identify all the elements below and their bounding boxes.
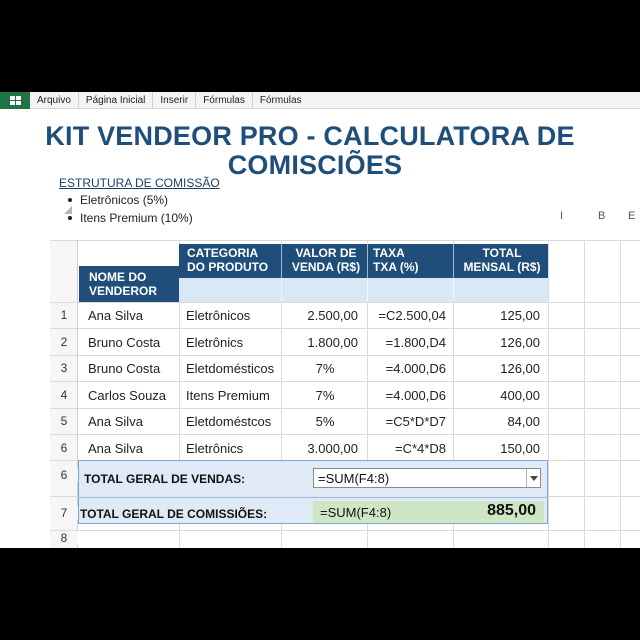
bullet-icon xyxy=(68,216,72,220)
column-header-e[interactable]: E xyxy=(628,210,636,222)
cell-category[interactable]: Eletrônics xyxy=(186,335,244,350)
total-commission-formula: =SUM(F4:8) xyxy=(320,505,392,520)
cell-name[interactable]: Bruno Costa xyxy=(88,361,161,376)
ribbon-tabs xyxy=(0,92,640,109)
cell-category[interactable]: Eletdomésticos xyxy=(186,361,275,376)
tab-inserir[interactable]: Inserir xyxy=(153,92,196,109)
total-sales-formula[interactable]: =SUM(F4:8) xyxy=(318,471,390,486)
cell-rate[interactable]: =1.800,D4 xyxy=(385,335,446,350)
cell-name[interactable]: Ana Silva xyxy=(88,441,143,456)
cell-rate[interactable]: =C2.500,04 xyxy=(378,308,446,323)
header-total: TOTAL MENSAL (R$) xyxy=(463,246,541,274)
sheet-title xyxy=(0,122,620,180)
structure-item-label: Itens Premium (10%) xyxy=(80,211,193,225)
sheet-title-line-1: KIT VENDEOR PRO - CALCULATORA DE xyxy=(45,121,575,151)
cell-total[interactable]: 150,00 xyxy=(500,441,540,456)
cell-name[interactable]: Carlos Souza xyxy=(88,388,167,403)
excel-grid-icon[interactable] xyxy=(0,92,30,109)
structure-item-label: Eletrônicos (5%) xyxy=(80,193,169,207)
row-number[interactable]: 5 xyxy=(60,414,68,428)
cell-total[interactable]: 126,00 xyxy=(500,361,540,376)
total-commission-value: 885,00 xyxy=(487,502,536,519)
cell-rate[interactable]: =C5*D*D7 xyxy=(385,414,446,429)
total-commission-label: TOTAL GERAL DE COMISSIÕES: xyxy=(80,507,268,521)
header-subrow xyxy=(179,278,548,302)
cell-rate[interactable]: =4.000,D6 xyxy=(385,361,446,376)
cell-category[interactable]: Itens Premium xyxy=(186,388,270,403)
cell-value[interactable]: 2.500,00 xyxy=(307,308,358,323)
row-number-6[interactable]: 6 xyxy=(50,468,78,482)
sheet-title-line-2: COMISCIÕES xyxy=(227,150,403,180)
row-number[interactable]: 6 xyxy=(60,441,68,455)
cell-value[interactable]: 5% xyxy=(315,414,335,429)
cell-value[interactable]: 1.800,00 xyxy=(307,335,358,350)
tab-formulas[interactable]: Fórmulas xyxy=(196,92,253,109)
cell-category[interactable]: Eletrônicos xyxy=(186,308,251,323)
cell-rate[interactable]: =C*4*D8 xyxy=(395,441,446,456)
select-all-corner-icon[interactable] xyxy=(64,206,72,214)
header-category: CATEGORIA DO PRODUTO xyxy=(187,246,269,274)
cell-category[interactable]: Eletrônics xyxy=(186,441,244,456)
cell-name[interactable]: Bruno Costa xyxy=(88,335,161,350)
spreadsheet-window xyxy=(0,92,640,548)
row-number[interactable]: 1 xyxy=(60,308,68,322)
tab-pagina-inicial[interactable]: Página Inicial xyxy=(79,92,153,109)
row-number-8[interactable]: 8 xyxy=(50,531,78,545)
cell-name[interactable]: Ana Silva xyxy=(88,308,143,323)
tab-formulas-2[interactable]: Fórmulas xyxy=(259,94,302,106)
cell-total[interactable]: 125,00 xyxy=(500,308,540,323)
total-sales-label: TOTAL GERAL DE VENDAS: xyxy=(84,472,246,486)
structure-title: ESTRUTURA DE COMISSÃO xyxy=(59,176,220,190)
cell-total[interactable]: 400,00 xyxy=(500,388,540,403)
cell-rate[interactable]: =4.000,D6 xyxy=(385,388,446,403)
header-rate: TAXA TXA (%) xyxy=(373,246,419,274)
column-header-b[interactable]: B xyxy=(598,210,606,222)
row-number-7[interactable]: 7 xyxy=(50,506,78,520)
cell-value[interactable]: 3.000,00 xyxy=(307,441,358,456)
tab-arquivo[interactable]: Arquivo xyxy=(30,92,79,109)
cell-total[interactable]: 84,00 xyxy=(507,414,540,429)
chevron-down-icon[interactable] xyxy=(526,469,541,487)
cell-category[interactable]: Eletdoméstcos xyxy=(186,414,272,429)
structure-item xyxy=(68,193,168,207)
row-number[interactable]: 2 xyxy=(60,335,68,349)
row-number[interactable]: 4 xyxy=(60,388,68,402)
header-value: VALOR DE VENDA (R$) xyxy=(291,246,361,274)
cell-value[interactable]: 7% xyxy=(315,388,335,403)
cell-name[interactable]: Ana Silva xyxy=(88,414,143,429)
structure-item xyxy=(68,211,193,225)
header-name: NOME DO VENDEROR xyxy=(89,270,158,298)
cell-total[interactable]: 126,00 xyxy=(500,335,540,350)
cell-value[interactable]: 7% xyxy=(315,361,335,376)
bullet-icon xyxy=(68,198,72,202)
row-number[interactable]: 3 xyxy=(60,361,68,375)
column-header-i[interactable]: I xyxy=(560,210,564,222)
